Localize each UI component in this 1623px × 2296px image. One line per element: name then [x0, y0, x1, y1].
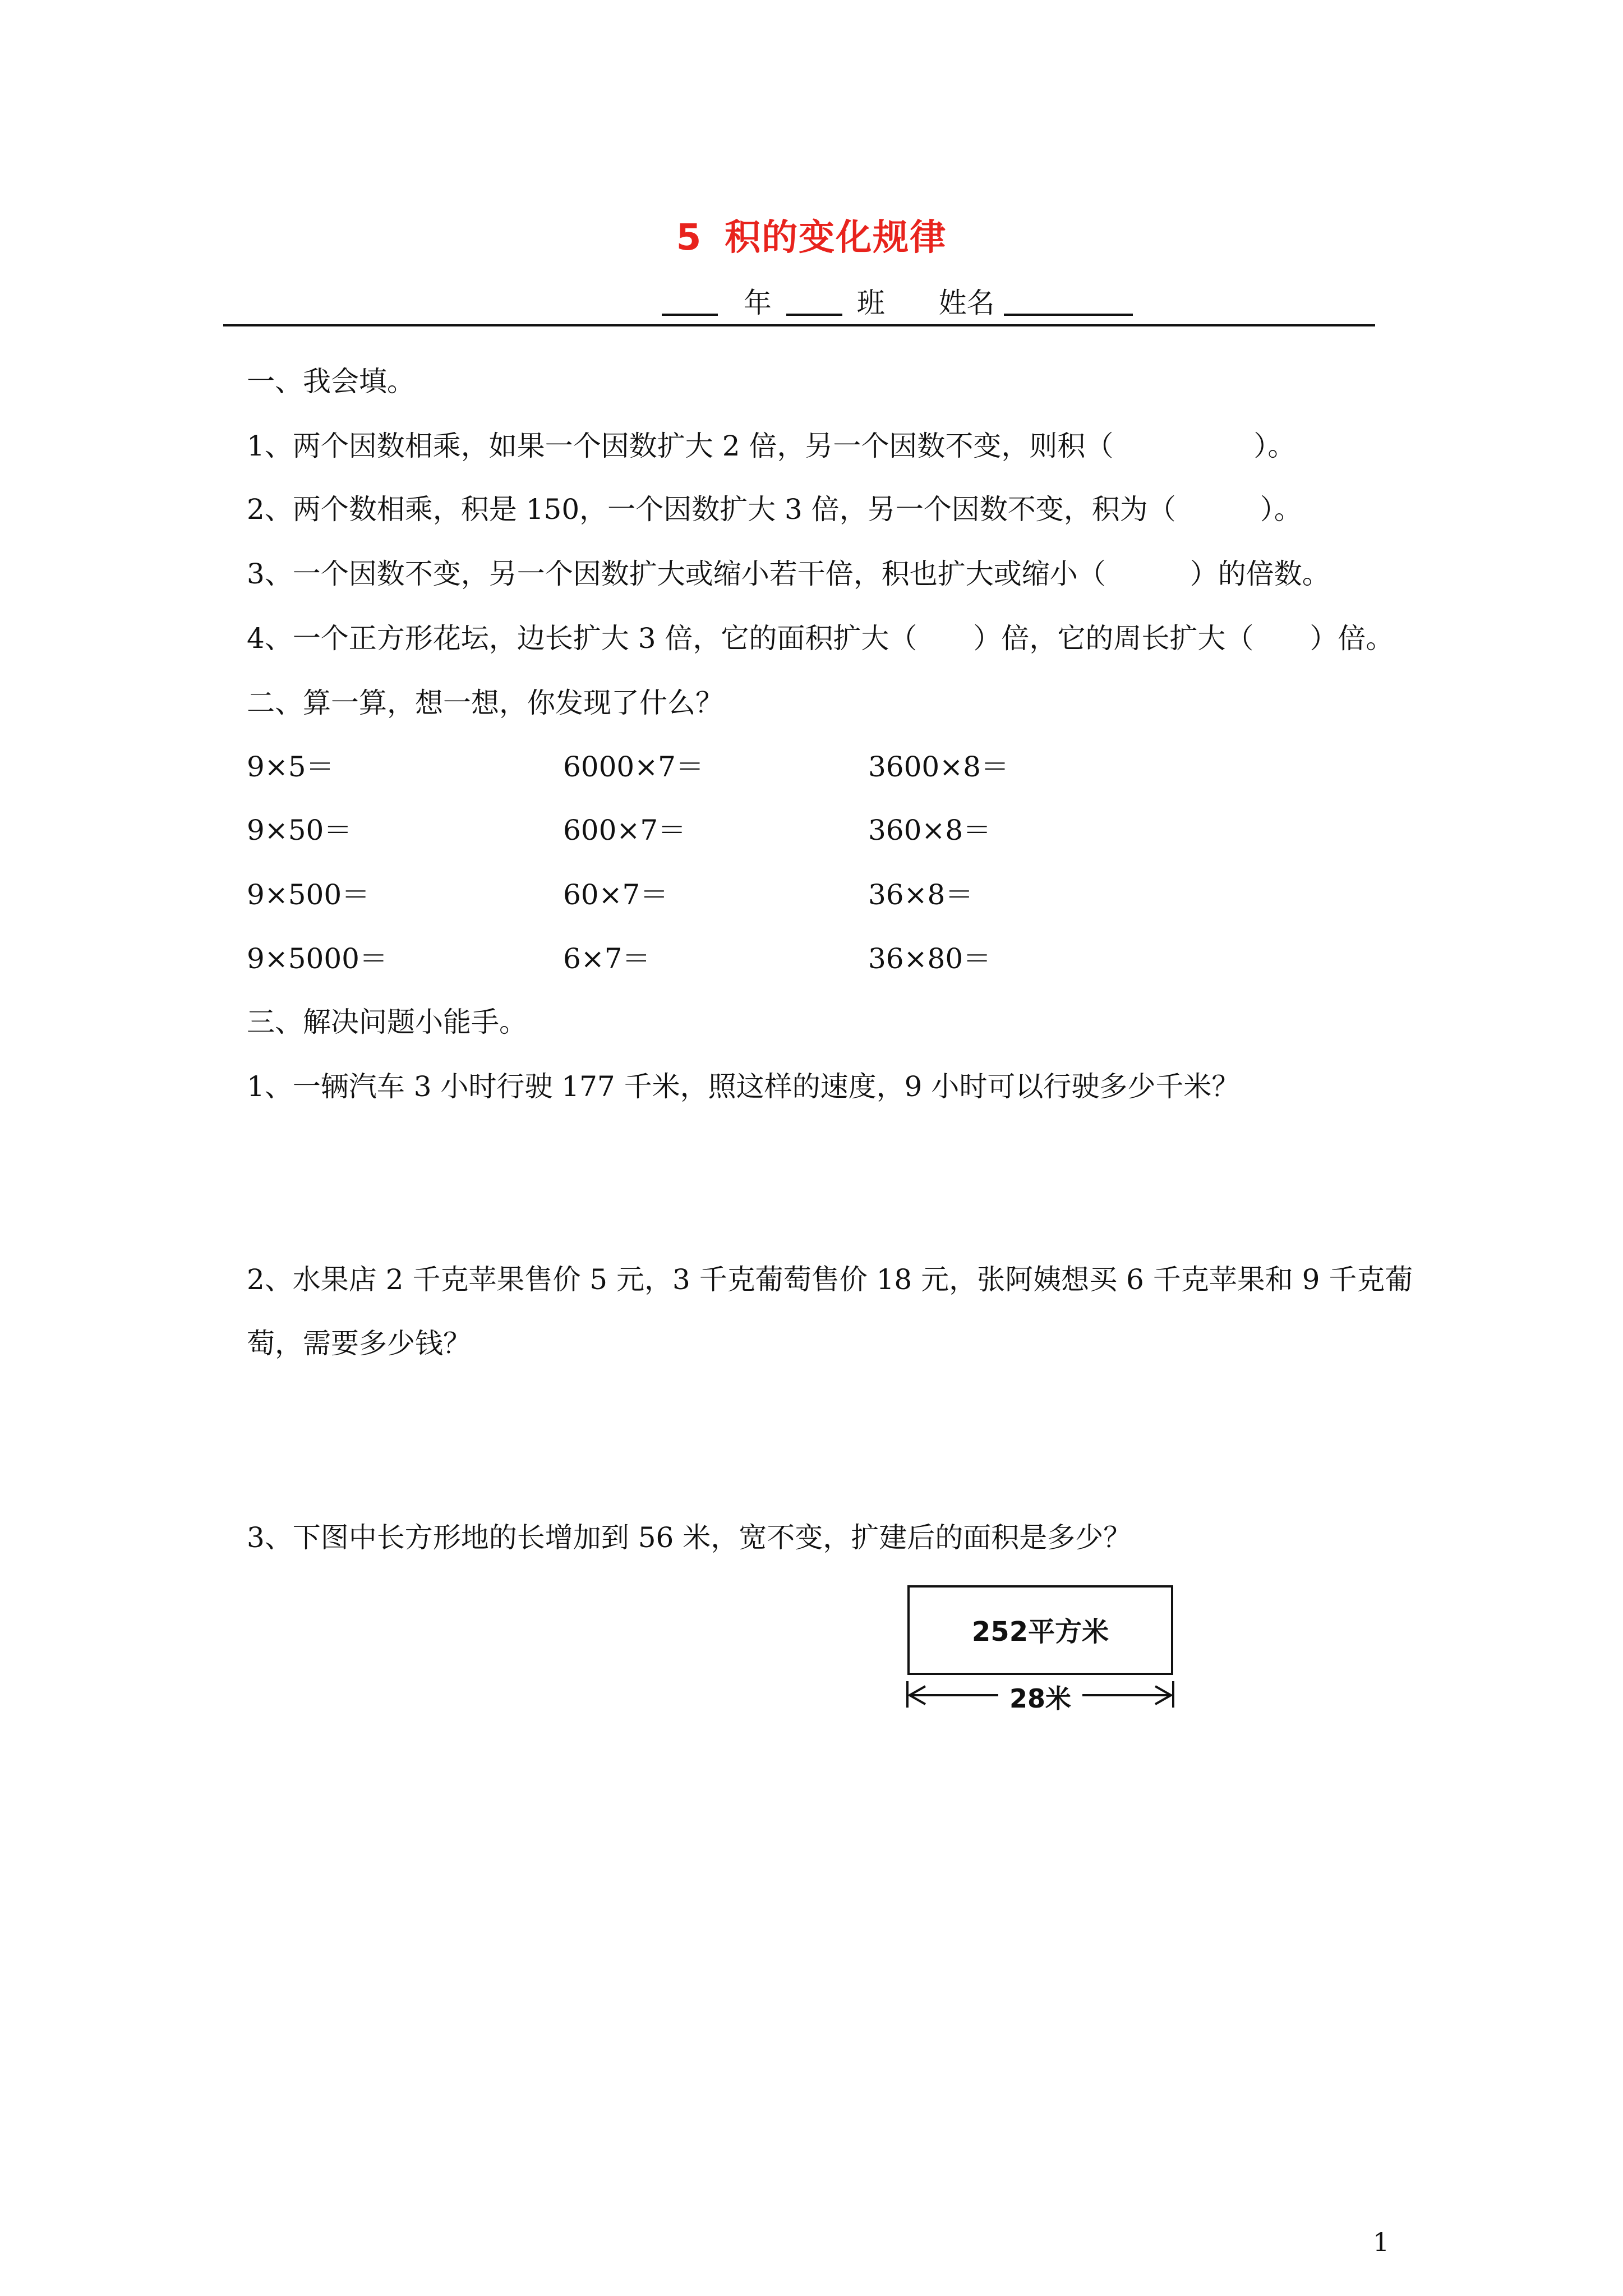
grade-blank[interactable]	[662, 286, 718, 316]
section3-heading: 三、解决问题小能手。	[247, 1006, 527, 1038]
question-3: 3、一个因数不变，另一个因数扩大或缩小若干倍，积也扩大或缩小（ ）的倍数。	[247, 558, 1330, 590]
question-4: 4、一个正方形花坛，边长扩大 3 倍，它的面积扩大（ ）倍，它的周长扩大（ ）倍。	[247, 622, 1394, 655]
calc-item: 6×7＝	[563, 942, 651, 975]
section1-heading: 一、我会填。	[247, 365, 415, 398]
calc-item: 9×500＝	[247, 878, 370, 911]
section2-heading: 二、算一算，想一想，你发现了什么？	[247, 687, 723, 719]
calc-item: 9×50＝	[247, 814, 352, 846]
area-label: 252平方米	[971, 1616, 1109, 1648]
name-blank[interactable]	[1004, 286, 1133, 316]
calc-item: 60×7＝	[563, 878, 668, 911]
lesson-number: 5	[676, 217, 703, 259]
problem-2-line-1: 2、水果店 2 千克苹果售价 5 元，3 千克葡萄售价 18 元，张阿姨想买 6 千克苹果和 9 千克葡	[247, 1263, 1413, 1296]
calc-item: 9×5000＝	[247, 942, 388, 975]
calc-item: 36×8＝	[868, 878, 974, 911]
calc-item: 36×80＝	[868, 942, 992, 975]
calc-item: 360×8＝	[868, 814, 992, 846]
calc-item: 3600×8＝	[868, 751, 1009, 783]
calc-item: 6000×7＝	[563, 751, 704, 783]
name-label: 姓名	[938, 287, 995, 319]
header-divider	[223, 324, 1375, 326]
page-number: 1	[1373, 2227, 1390, 2257]
calc-item: 600×7＝	[563, 814, 686, 846]
class-blank[interactable]	[786, 286, 842, 316]
problem-2-line-2: 萄，需要多少钱？	[247, 1327, 471, 1360]
question-2: 2、两个数相乘，积是 150，一个因数扩大 3 倍，另一个因数不变，积为（ ）。	[247, 493, 1302, 526]
student-info-line	[662, 280, 1133, 321]
class-label: 班	[856, 287, 885, 319]
problem-3: 3、下图中长方形地的长增加到 56 米，宽不变，扩建后的面积是多少？	[247, 1521, 1132, 1554]
question-1: 1、两个因数相乘，如果一个因数扩大 2 倍，另一个因数不变，则积（ ）。	[247, 430, 1296, 462]
problem-1: 1、一辆汽车 3 小时行驶 177 千米，照这样的速度，9 小时可以行驶多少千米？	[247, 1070, 1240, 1103]
page-title	[0, 209, 1623, 260]
length-label: 28米	[998, 1678, 1082, 1715]
lesson-title: 积的变化规律	[725, 217, 947, 259]
calc-item: 9×5＝	[247, 751, 334, 783]
grade-label: 年	[743, 287, 772, 319]
